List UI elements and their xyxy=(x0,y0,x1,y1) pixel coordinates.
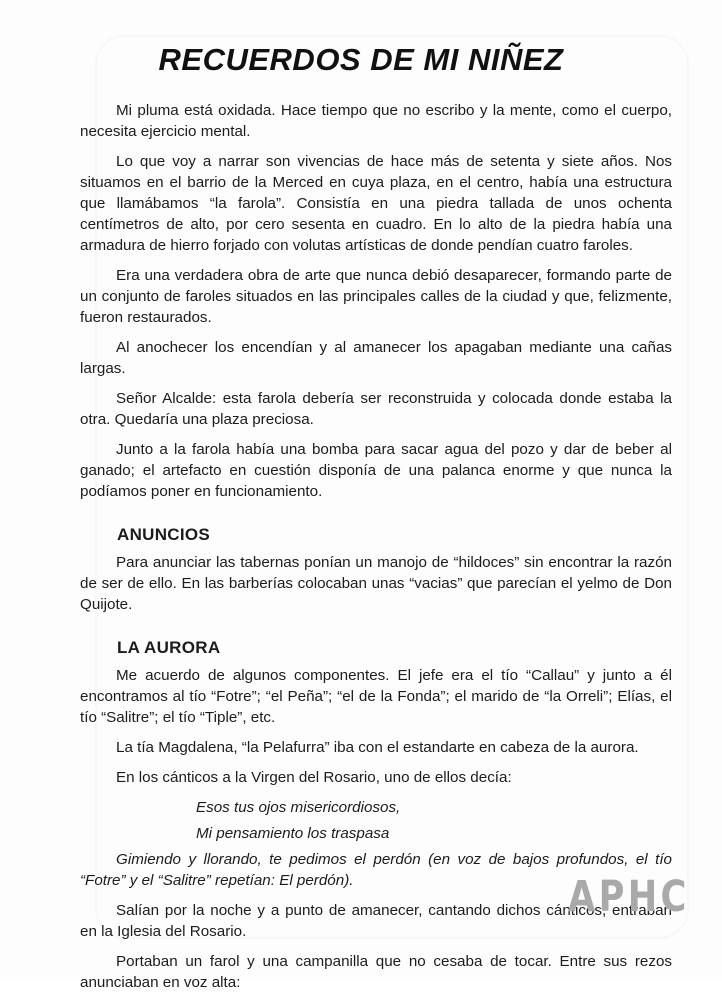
verse-line-1: Esos tus ojos misericordiosos, xyxy=(196,799,401,816)
intro-paragraph-4: Al anochecer los encendían y al amanecer los apagaban mediante una cañas largas. xyxy=(80,339,672,377)
intro-paragraph-5: Señor Alcalde: esta farola debería ser reconstruida y colocada donde estaba la otra. Quedaría una plaza preciosa. xyxy=(80,390,672,428)
aurora-paragraph-1: Me acuerdo de algunos componentes. El jefe era el tío “Callau” y junto a él encontramos al tío “Fotre”; “el Peña”; “el de la Fonda”; el marido de “la Orreli”; Elías, el tío “Salitre”; el tío “Tiple”, etc. xyxy=(80,667,672,726)
aurora-paragraph-2: La tía Magdalena, “la Pelafurra” iba con el estandarte en cabeza de la aurora. xyxy=(116,739,639,756)
anuncios-paragraph: Para anunciar las tabernas ponían un manojo de “hildoces” sin encontrar la razón de ser de ello. En las barberías colocaban unas “vacias” que parecían el yelmo de Don Quijote. xyxy=(80,554,672,613)
intro-paragraph-6: Junto a la farola había una bomba para sacar agua del pozo y dar de beber al ganado; el artefacto en cuestión disponía de una palanca enorme y que nunca la podíamos poner en funcionamiento. xyxy=(80,441,672,500)
aphc-watermark-logo: APHC xyxy=(568,872,690,922)
verse-line-3: Gimiendo y llorando, te pedimos el perdón (en voz de bajos profundos, el tío “Fotre” y el “Salitre” repetían: El perdón). xyxy=(80,851,672,889)
aurora-paragraph-3: En los cánticos a la Virgen del Rosario, uno de ellos decía: xyxy=(116,769,512,786)
page-title: RECUERDOS DE MI NIÑEZ xyxy=(158,42,564,77)
intro-paragraph-3: Era una verdadera obra de arte que nunca debió desaparecer, formando parte de un conjunto de faroles situados en las principales calles de la ciudad y que, felizmente, fueron restaurados. xyxy=(80,267,672,326)
aurora-paragraph-4: Salían por la noche y a punto de amanecer, cantando dichos cánticos, entraban en la Iglesia del Rosario. xyxy=(80,902,672,940)
anuncios-heading: ANUNCIOS xyxy=(117,525,211,544)
aurora-paragraph-5: Portaban un farol y una campanilla que no cesaba de tocar. Entre sus rezos anunciaban en voz alta: xyxy=(80,953,672,991)
intro-paragraph-2: Lo que voy a narrar son vivencias de hace más de setenta y siete años. Nos situamos en el barrio de la Merced en cuya plaza, en el centro, había una estructura que llamábamos “la farola”. Consistía en una piedra tallada de unos ochenta centímetros de alto, por cero sesenta en cuadro. En lo alto de la piedra había una armadura de hierro forjado con volutas artísticas de donde pendían cuatro faroles. xyxy=(80,153,672,254)
article-body xyxy=(80,100,672,1002)
verse-line-2: Mi pensamiento los traspasa xyxy=(196,825,390,842)
intro-paragraph-1: Mi pluma está oxidada. Hace tiempo que no escribo y la mente, como el cuerpo, necesita ejercicio mental. xyxy=(80,102,672,140)
aurora-heading: LA AURORA xyxy=(117,638,221,657)
